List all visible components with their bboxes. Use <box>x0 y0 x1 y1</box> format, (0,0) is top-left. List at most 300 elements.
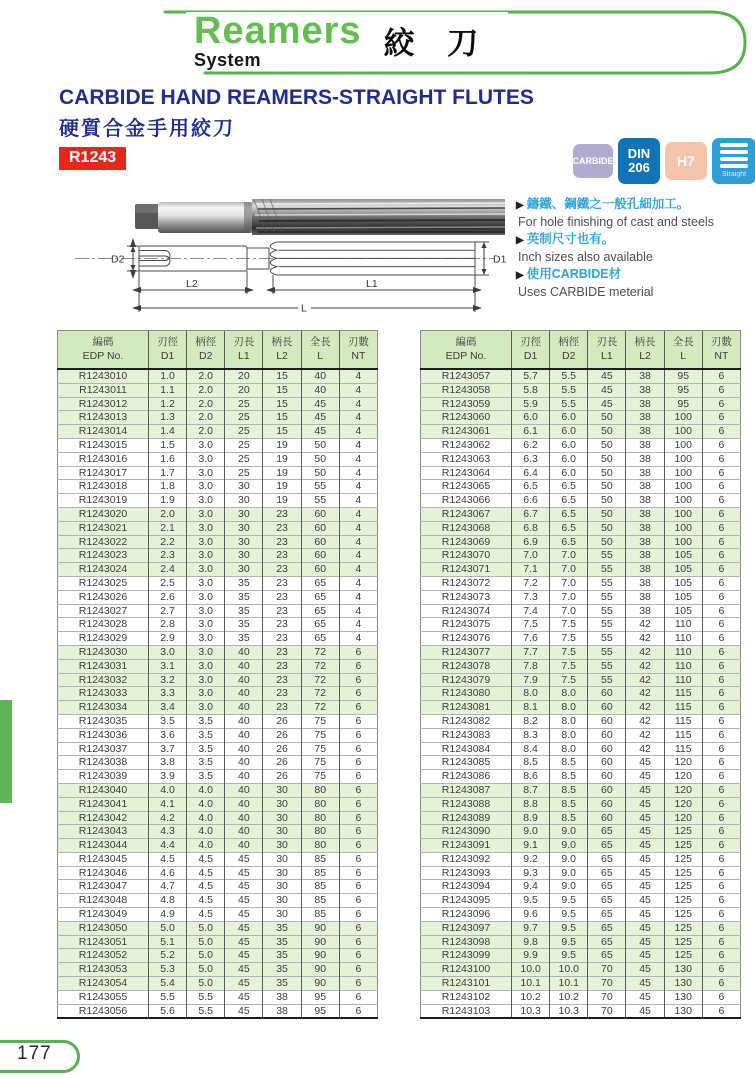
brand-title: Reamers <box>194 10 362 52</box>
value-cell: 60 <box>588 756 626 770</box>
edp-no-cell: R1243010 <box>58 369 149 383</box>
value-cell: 7.0 <box>550 576 588 590</box>
value-cell: 5.7 <box>512 369 550 383</box>
value-cell: 6 <box>339 977 377 991</box>
reamer-dimension-drawing <box>75 242 507 315</box>
side-tab <box>0 700 12 803</box>
value-cell: 6 <box>702 701 740 715</box>
edp-no-cell: R1243096 <box>421 908 512 922</box>
table-row <box>421 935 741 949</box>
edp-no-cell: R1243065 <box>421 480 512 494</box>
value-cell: 6 <box>339 770 377 784</box>
value-cell: 35 <box>263 949 301 963</box>
value-cell: 55 <box>588 673 626 687</box>
value-cell: 115 <box>664 701 702 715</box>
value-cell: 100 <box>664 494 702 508</box>
edp-no-cell: R1243064 <box>421 466 512 480</box>
value-cell: 2.0 <box>187 369 225 383</box>
value-cell: 3.0 <box>187 701 225 715</box>
value-cell: 30 <box>225 535 263 549</box>
value-cell: 40 <box>225 687 263 701</box>
table-row <box>421 852 741 866</box>
section-title-en: CARBIDE HAND REAMERS-STRAIGHT FLUTES <box>59 86 534 109</box>
value-cell: 25 <box>225 425 263 439</box>
feature-item-zh: ▶ 英制尺寸也有。 <box>516 232 615 246</box>
value-cell: 8.0 <box>512 687 550 701</box>
value-cell: 38 <box>626 590 664 604</box>
value-cell: 10.3 <box>512 1004 550 1018</box>
table-row <box>421 977 741 991</box>
table-row <box>421 604 741 618</box>
value-cell: 8.5 <box>550 811 588 825</box>
value-cell: 45 <box>626 797 664 811</box>
edp-no-cell: R1243056 <box>58 1004 149 1018</box>
value-cell: 15 <box>263 425 301 439</box>
value-cell: 65 <box>588 935 626 949</box>
value-cell: 45 <box>225 908 263 922</box>
feature-item-en: For hole finishing of cast and steels <box>518 215 714 229</box>
value-cell: 30 <box>263 894 301 908</box>
value-cell: 6 <box>702 894 740 908</box>
column-header: 全長 L <box>664 331 702 370</box>
edp-no-cell: R1243030 <box>58 645 149 659</box>
edp-no-cell: R1243102 <box>421 990 512 1004</box>
value-cell: 7.5 <box>550 645 588 659</box>
value-cell: 6 <box>339 797 377 811</box>
value-cell: 45 <box>626 839 664 853</box>
value-cell: 40 <box>225 756 263 770</box>
value-cell: 85 <box>301 894 339 908</box>
value-cell: 38 <box>626 397 664 411</box>
edp-no-cell: R1243015 <box>58 438 149 452</box>
value-cell: 50 <box>588 466 626 480</box>
table-row <box>421 466 741 480</box>
value-cell: 9.0 <box>550 825 588 839</box>
value-cell: 4.0 <box>187 825 225 839</box>
value-cell: 35 <box>225 604 263 618</box>
table-row <box>58 632 378 646</box>
value-cell: 4.7 <box>149 880 187 894</box>
value-cell: 3.0 <box>187 673 225 687</box>
value-cell: 115 <box>664 728 702 742</box>
value-cell: 80 <box>301 811 339 825</box>
value-cell: 3.5 <box>187 742 225 756</box>
value-cell: 8.0 <box>550 701 588 715</box>
value-cell: 8.0 <box>550 714 588 728</box>
value-cell: 4.0 <box>187 811 225 825</box>
value-cell: 38 <box>626 535 664 549</box>
value-cell: 50 <box>588 438 626 452</box>
value-cell: 3.0 <box>187 494 225 508</box>
value-cell: 6 <box>702 632 740 646</box>
value-cell: 26 <box>263 770 301 784</box>
value-cell: 25 <box>225 438 263 452</box>
value-cell: 72 <box>301 701 339 715</box>
value-cell: 65 <box>301 590 339 604</box>
value-cell: 6.4 <box>512 466 550 480</box>
value-cell: 6 <box>339 1004 377 1018</box>
table-row <box>58 673 378 687</box>
value-cell: 45 <box>225 990 263 1004</box>
value-cell: 9.5 <box>512 894 550 908</box>
value-cell: 9.0 <box>550 880 588 894</box>
value-cell: 6 <box>702 756 740 770</box>
table-row <box>58 452 378 466</box>
value-cell: 115 <box>664 714 702 728</box>
edp-no-cell: R1243092 <box>421 852 512 866</box>
value-cell: 90 <box>301 963 339 977</box>
value-cell: 60 <box>301 521 339 535</box>
table-row <box>421 770 741 784</box>
value-cell: 6 <box>339 756 377 770</box>
value-cell: 3.0 <box>187 452 225 466</box>
page-number: 177 <box>17 1043 52 1064</box>
value-cell: 85 <box>301 866 339 880</box>
value-cell: 3.1 <box>149 659 187 673</box>
value-cell: 6.5 <box>550 480 588 494</box>
value-cell: 60 <box>588 742 626 756</box>
value-cell: 8.4 <box>512 742 550 756</box>
value-cell: 50 <box>588 452 626 466</box>
value-cell: 125 <box>664 880 702 894</box>
value-cell: 30 <box>263 783 301 797</box>
value-cell: 9.3 <box>512 866 550 880</box>
edp-no-cell: R1243074 <box>421 604 512 618</box>
value-cell: 23 <box>263 549 301 563</box>
value-cell: 8.7 <box>512 783 550 797</box>
value-cell: 45 <box>626 963 664 977</box>
value-cell: 38 <box>626 411 664 425</box>
value-cell: 5.1 <box>149 935 187 949</box>
value-cell: 8.2 <box>512 714 550 728</box>
value-cell: 8.5 <box>550 770 588 784</box>
edp-no-cell: R1243076 <box>421 632 512 646</box>
value-cell: 105 <box>664 563 702 577</box>
value-cell: 25 <box>225 397 263 411</box>
value-cell: 30 <box>263 797 301 811</box>
spec-table-left <box>57 330 378 1019</box>
edp-no-cell: R1243078 <box>421 659 512 673</box>
column-header: 編碼 EDP No. <box>58 331 149 370</box>
value-cell: 7.0 <box>512 549 550 563</box>
value-cell: 7.5 <box>550 659 588 673</box>
value-cell: 3.0 <box>187 632 225 646</box>
value-cell: 4.5 <box>187 866 225 880</box>
value-cell: 6 <box>339 880 377 894</box>
edp-no-cell: R1243058 <box>421 383 512 397</box>
h7-badge-label: H7 <box>677 153 695 169</box>
value-cell: 90 <box>301 949 339 963</box>
value-cell: 100 <box>664 411 702 425</box>
value-cell: 4.4 <box>149 839 187 853</box>
value-cell: 1.2 <box>149 397 187 411</box>
table-row <box>58 369 378 383</box>
value-cell: 2.5 <box>149 576 187 590</box>
value-cell: 45 <box>225 894 263 908</box>
value-cell: 45 <box>588 369 626 383</box>
value-cell: 5.6 <box>149 1004 187 1018</box>
table-row <box>421 811 741 825</box>
value-cell: 38 <box>626 563 664 577</box>
value-cell: 90 <box>301 921 339 935</box>
edp-no-cell: R1243094 <box>421 880 512 894</box>
edp-no-cell: R1243070 <box>421 549 512 563</box>
straight-flutes-icon <box>720 143 748 147</box>
value-cell: 130 <box>664 977 702 991</box>
table-row <box>58 576 378 590</box>
value-cell: 6 <box>339 894 377 908</box>
value-cell: 100 <box>664 535 702 549</box>
edp-no-cell: R1243018 <box>58 480 149 494</box>
value-cell: 45 <box>225 866 263 880</box>
table-row <box>58 714 378 728</box>
value-cell: 6.0 <box>550 411 588 425</box>
value-cell: 115 <box>664 687 702 701</box>
value-cell: 23 <box>263 590 301 604</box>
value-cell: 40 <box>225 825 263 839</box>
value-cell: 6 <box>339 935 377 949</box>
edp-no-cell: R1243083 <box>421 728 512 742</box>
table-row <box>58 604 378 618</box>
value-cell: 110 <box>664 645 702 659</box>
value-cell: 6 <box>702 963 740 977</box>
table-row <box>421 563 741 577</box>
column-header: 刃長 L1 <box>225 331 263 370</box>
value-cell: 6.5 <box>512 480 550 494</box>
value-cell: 7.7 <box>512 645 550 659</box>
value-cell: 45 <box>626 770 664 784</box>
value-cell: 45 <box>588 383 626 397</box>
value-cell: 60 <box>588 728 626 742</box>
value-cell: 45 <box>626 866 664 880</box>
edp-no-cell: R1243081 <box>421 701 512 715</box>
value-cell: 45 <box>626 852 664 866</box>
value-cell: 40 <box>225 783 263 797</box>
edp-no-cell: R1243052 <box>58 949 149 963</box>
value-cell: 6 <box>702 797 740 811</box>
value-cell: 6 <box>702 604 740 618</box>
value-cell: 8.5 <box>512 756 550 770</box>
value-cell: 1.7 <box>149 466 187 480</box>
value-cell: 9.0 <box>512 825 550 839</box>
value-cell: 6.0 <box>550 466 588 480</box>
feature-item-zh: ▶ 使用CARBIDE材 <box>516 267 622 281</box>
value-cell: 2.3 <box>149 549 187 563</box>
value-cell: 42 <box>626 742 664 756</box>
value-cell: 45 <box>626 908 664 922</box>
value-cell: 80 <box>301 825 339 839</box>
value-cell: 1.0 <box>149 369 187 383</box>
value-cell: 4 <box>339 590 377 604</box>
column-header: 全長 L <box>301 331 339 370</box>
table-row <box>58 535 378 549</box>
edp-no-cell: R1243086 <box>421 770 512 784</box>
table-row <box>58 852 378 866</box>
value-cell: 40 <box>225 645 263 659</box>
edp-no-cell: R1243017 <box>58 466 149 480</box>
value-cell: 130 <box>664 990 702 1004</box>
column-header: 刃數 NT <box>702 331 740 370</box>
edp-no-cell: R1243016 <box>58 452 149 466</box>
value-cell: 3.0 <box>187 563 225 577</box>
value-cell: 6 <box>339 714 377 728</box>
value-cell: 5.0 <box>187 935 225 949</box>
value-cell: 8.0 <box>550 687 588 701</box>
value-cell: 70 <box>588 1004 626 1018</box>
value-cell: 2.0 <box>187 397 225 411</box>
value-cell: 5.0 <box>149 921 187 935</box>
value-cell: 8.3 <box>512 728 550 742</box>
edp-no-cell: R1243014 <box>58 425 149 439</box>
value-cell: 5.5 <box>149 990 187 1004</box>
value-cell: 6 <box>702 645 740 659</box>
value-cell: 9.0 <box>550 839 588 853</box>
value-cell: 15 <box>263 383 301 397</box>
value-cell: 72 <box>301 687 339 701</box>
value-cell: 80 <box>301 839 339 853</box>
table-row <box>58 563 378 577</box>
edp-no-cell: R1243068 <box>421 521 512 535</box>
value-cell: 6 <box>339 645 377 659</box>
value-cell: 23 <box>263 576 301 590</box>
value-cell: 45 <box>626 880 664 894</box>
value-cell: 3.0 <box>187 659 225 673</box>
value-cell: 3.5 <box>187 728 225 742</box>
table-row <box>421 452 741 466</box>
value-cell: 9.5 <box>550 949 588 963</box>
edp-no-cell: R1243060 <box>421 411 512 425</box>
table-row <box>421 659 741 673</box>
value-cell: 4.5 <box>187 852 225 866</box>
edp-no-cell: R1243082 <box>421 714 512 728</box>
table-row <box>58 797 378 811</box>
value-cell: 6 <box>339 825 377 839</box>
edp-no-cell: R1243026 <box>58 590 149 604</box>
value-cell: 35 <box>225 590 263 604</box>
straight-badge <box>712 138 755 184</box>
edp-no-cell: R1243090 <box>421 825 512 839</box>
edp-no-cell: R1243020 <box>58 507 149 521</box>
value-cell: 23 <box>263 701 301 715</box>
value-cell: 6 <box>702 714 740 728</box>
value-cell: 6 <box>702 880 740 894</box>
value-cell: 42 <box>626 714 664 728</box>
edp-no-cell: R1243072 <box>421 576 512 590</box>
edp-no-cell: R1243027 <box>58 604 149 618</box>
value-cell: 6 <box>702 811 740 825</box>
value-cell: 23 <box>263 535 301 549</box>
value-cell: 6 <box>702 576 740 590</box>
value-cell: 100 <box>664 425 702 439</box>
edp-no-cell: R1243099 <box>421 949 512 963</box>
edp-no-cell: R1243067 <box>421 507 512 521</box>
value-cell: 5.9 <box>512 397 550 411</box>
value-cell: 45 <box>626 756 664 770</box>
value-cell: 4.8 <box>149 894 187 908</box>
value-cell: 35 <box>225 618 263 632</box>
value-cell: 7.4 <box>512 604 550 618</box>
edp-no-cell: R1243100 <box>421 963 512 977</box>
value-cell: 5.5 <box>550 369 588 383</box>
value-cell: 6 <box>702 383 740 397</box>
value-cell: 38 <box>626 480 664 494</box>
l2-label: L2 <box>186 278 198 290</box>
value-cell: 6 <box>702 452 740 466</box>
value-cell: 6.5 <box>550 535 588 549</box>
value-cell: 40 <box>301 383 339 397</box>
value-cell: 50 <box>588 411 626 425</box>
value-cell: 6 <box>702 618 740 632</box>
value-cell: 50 <box>588 521 626 535</box>
d2-label: D2 <box>111 253 125 266</box>
value-cell: 45 <box>301 411 339 425</box>
value-cell: 35 <box>263 921 301 935</box>
value-cell: 100 <box>664 452 702 466</box>
value-cell: 125 <box>664 935 702 949</box>
value-cell: 6 <box>702 411 740 425</box>
value-cell: 38 <box>263 1004 301 1018</box>
value-cell: 7.0 <box>550 563 588 577</box>
value-cell: 1.3 <box>149 411 187 425</box>
value-cell: 9.5 <box>550 908 588 922</box>
value-cell: 100 <box>664 480 702 494</box>
value-cell: 110 <box>664 618 702 632</box>
table-row <box>421 1004 741 1018</box>
column-header: 柄徑 D2 <box>550 331 588 370</box>
value-cell: 42 <box>626 728 664 742</box>
value-cell: 110 <box>664 659 702 673</box>
value-cell: 50 <box>301 438 339 452</box>
value-cell: 30 <box>225 563 263 577</box>
din-badge-line2: 206 <box>628 160 650 175</box>
value-cell: 42 <box>626 618 664 632</box>
value-cell: 3.0 <box>187 507 225 521</box>
brand-title-zh: 絞 刀 <box>383 26 491 61</box>
spec-table-right <box>420 330 741 1019</box>
value-cell: 45 <box>626 1004 664 1018</box>
value-cell: 5.5 <box>187 990 225 1004</box>
value-cell: 130 <box>664 963 702 977</box>
value-cell: 72 <box>301 645 339 659</box>
value-cell: 4 <box>339 466 377 480</box>
feature-list <box>516 196 754 301</box>
value-cell: 110 <box>664 632 702 646</box>
value-cell: 19 <box>263 466 301 480</box>
value-cell: 4.5 <box>187 880 225 894</box>
value-cell: 65 <box>588 894 626 908</box>
value-cell: 100 <box>664 521 702 535</box>
edp-no-cell: R1243029 <box>58 632 149 646</box>
edp-no-cell: R1243021 <box>58 521 149 535</box>
edp-no-cell: R1243080 <box>421 687 512 701</box>
edp-no-cell: R1243085 <box>421 756 512 770</box>
table-row <box>58 977 378 991</box>
value-cell: 6 <box>339 963 377 977</box>
value-cell: 45 <box>626 977 664 991</box>
value-cell: 120 <box>664 756 702 770</box>
value-cell: 10.0 <box>550 963 588 977</box>
value-cell: 72 <box>301 673 339 687</box>
value-cell: 4 <box>339 480 377 494</box>
value-cell: 40 <box>225 770 263 784</box>
value-cell: 6 <box>702 852 740 866</box>
value-cell: 4 <box>339 521 377 535</box>
value-cell: 6 <box>702 770 740 784</box>
value-cell: 38 <box>626 549 664 563</box>
value-cell: 45 <box>225 880 263 894</box>
value-cell: 35 <box>263 963 301 977</box>
value-cell: 6 <box>339 687 377 701</box>
